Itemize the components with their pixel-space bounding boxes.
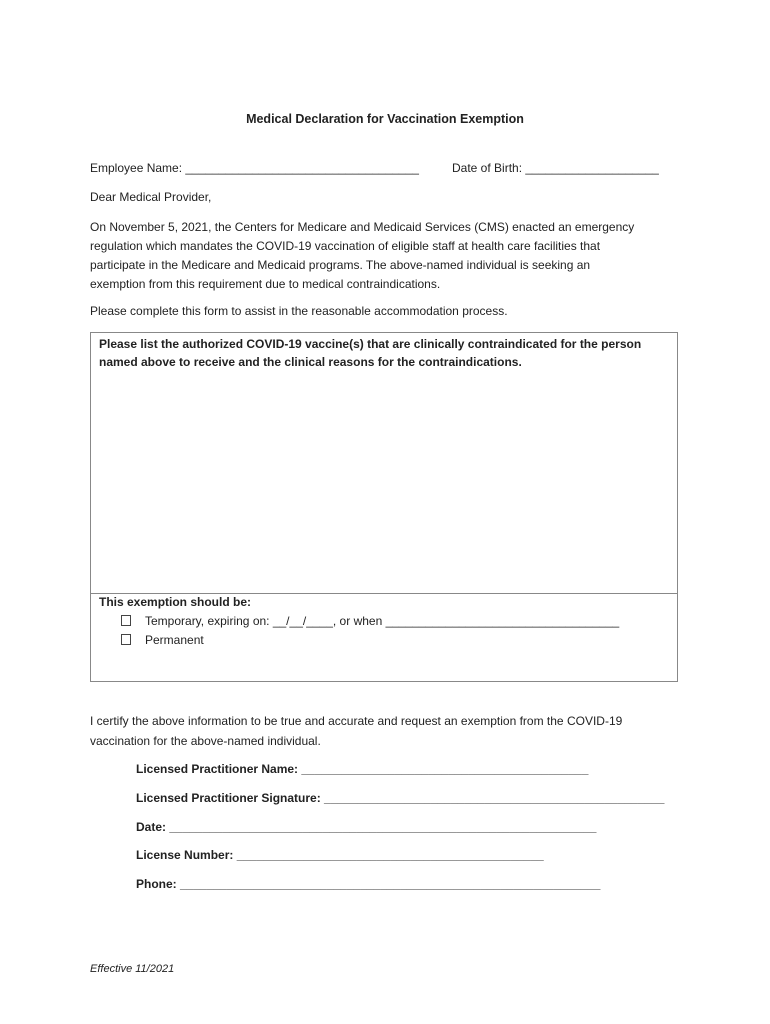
certification-line: vaccination for the above-named individual. [90, 734, 321, 748]
option-label: Temporary, expiring on: __/__/____, or when ___________________________________ [145, 614, 620, 628]
intro-line: exemption from this requirement due to medical contraindications. [90, 277, 441, 291]
license-number-field[interactable]: License Number: ______________________________________________ [136, 848, 544, 862]
exemption-option-permanent[interactable] [121, 633, 204, 647]
phone-field[interactable]: Phone: _______________________________________________________________ [136, 877, 601, 891]
intro-line: regulation which mandates the COVID-19 vaccination of eligible staff at health care facilities that [90, 239, 601, 253]
box-divider [91, 593, 677, 594]
document-title: Medical Declaration for Vaccination Exemption [246, 112, 524, 126]
contraindication-box [90, 332, 678, 682]
exemption-heading: This exemption should be: [99, 595, 252, 609]
intro-paragraph [90, 218, 680, 294]
exemption-option-temporary[interactable] [121, 614, 619, 628]
employee-name-field[interactable]: Employee Name: ___________________________________ [90, 161, 419, 175]
practitioner-name-field[interactable]: Licensed Practitioner Name: ___________________________________________ [136, 762, 589, 776]
intro-line: participate in the Medicare and Medicaid programs. The above-named individual is seeking an [90, 258, 591, 272]
option-label: Permanent [145, 633, 204, 647]
certification-line: I certify the above information to be true and accurate and request an exemption from the COVID-19 [90, 714, 623, 728]
practitioner-signature-field[interactable]: Licensed Practitioner Signature: ___________________________________________________ [136, 791, 665, 805]
question-line: Please list the authorized COVID-19 vaccine(s) that are clinically contraindicated for the person [99, 337, 642, 351]
checkbox-icon[interactable] [121, 615, 131, 626]
date-field[interactable]: Date: ________________________________________________________________ [136, 820, 597, 834]
instruction-text: Please complete this form to assist in the reasonable accommodation process. [90, 304, 508, 318]
intro-line: On November 5, 2021, the Centers for Medicare and Medicaid Services (CMS) enacted an emergency [90, 220, 635, 234]
effective-date-footer: Effective 11/2021 [90, 963, 175, 975]
contraindication-question [99, 335, 669, 371]
checkbox-icon[interactable] [121, 634, 131, 645]
question-line: named above to receive and the clinical reasons for the contraindications. [99, 355, 522, 369]
date-of-birth-field[interactable]: Date of Birth: ____________________ [452, 161, 659, 175]
salutation: Dear Medical Provider, [90, 190, 212, 204]
certification-paragraph [90, 711, 680, 751]
